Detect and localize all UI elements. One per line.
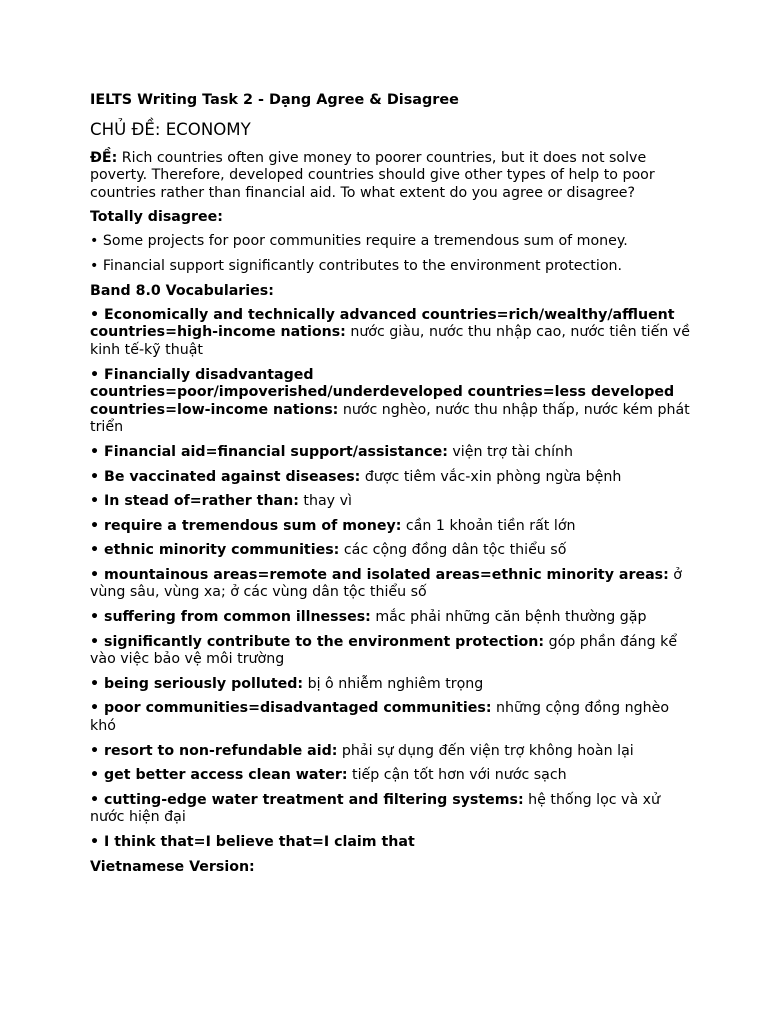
vocab-term: • suffering from common illnesses: [90, 609, 371, 626]
vocab-item [90, 367, 690, 437]
vocab-term: • get better access clean water: [90, 767, 348, 784]
prompt-label: ĐỀ: [90, 149, 118, 166]
vocab-item [90, 444, 690, 462]
vocab-item [90, 469, 690, 487]
topic-heading: CHỦ ĐỀ: ECONOMY [90, 119, 251, 139]
vocab-item [90, 767, 690, 785]
stance-heading: Totally disagree: [90, 209, 223, 226]
vocab-item [90, 542, 690, 560]
vocab-meaning: thay vì [298, 493, 352, 510]
vocab-term: • ethnic minority communities: [90, 542, 340, 559]
document-page [90, 92, 690, 883]
vocab-term: • cutting-edge water treatment and filtering systems: [90, 791, 524, 808]
vocab-meaning: viện trợ tài chính [447, 443, 573, 460]
vocab-term: • significantly contribute to the environment protection: [90, 633, 545, 650]
vocab-meaning: được tiêm vắc-xin phòng ngừa bệnh [360, 468, 622, 485]
vocab-meaning: phải sự dụng đến viện trợ không hoàn lại [337, 742, 634, 759]
vocab-item [90, 307, 690, 360]
vocab-meaning: những cộng đồng nghèo khó [90, 700, 670, 735]
document-title: IELTS Writing Task 2 - Dạng Agree & Disagree [90, 92, 459, 108]
vocab-item [90, 634, 690, 669]
vocab-meaning: góp phần đáng kể vào việc bảo vệ môi trường [90, 633, 678, 668]
vocab-list [90, 307, 690, 852]
vocab-meaning: bị ô nhiễm nghiêm trọng [303, 675, 484, 692]
vocab-item [90, 700, 690, 735]
vocab-term: • poor communities=disadvantaged communities: [90, 700, 492, 717]
vocab-term: • mountainous areas=remote and isolated areas=ethnic minority areas: [90, 566, 669, 583]
vocab-item [90, 609, 690, 627]
vocab-meaning: mắc phải những căn bệnh thường gặp [370, 609, 647, 626]
vocab-term: • In stead of=rather than: [90, 493, 299, 510]
vocab-item [90, 567, 690, 602]
vocab-item [90, 792, 690, 827]
vocab-term: • being seriously polluted: [90, 675, 304, 692]
vocab-heading: Band 8.0 Vocabularies: [90, 282, 274, 299]
stance-point: • Some projects for poor communities require a tremendous sum of money. [90, 233, 628, 250]
vocab-meaning: nước nghèo, nước thu nhập thấp, nước kém phát triển [90, 401, 690, 436]
vocab-meaning: tiếp cận tốt hơn với nước sạch [347, 767, 567, 784]
vocab-meaning: các cộng đồng dân tộc thiểu số [339, 542, 567, 559]
vocab-term: • Economically and technically advanced countries=rich/wealthy/affluent countries=high-income nations: [90, 306, 675, 341]
vocab-term: • require a tremendous sum of money: [90, 517, 402, 534]
vocab-term: • Financially disadvantaged countries=poor/impoverished/underdeveloped countries=less developed countries=low-income nations: [90, 366, 675, 418]
vocab-item [90, 493, 690, 511]
vocab-meaning: nước giàu, nước thu nhập cao, nước tiên tiến về kinh tế-kỹ thuật [90, 324, 690, 358]
vocab-term: • Financial aid=financial support/assistance: [90, 443, 448, 460]
prompt-text: Rich countries often give money to poorer countries, but it does not solve poverty. Therefore, developed countries should give other types of help to poor countries rather than financial aid. To what extent do you agree or disagree? [90, 149, 655, 201]
vocab-item [90, 743, 690, 761]
vocab-item [90, 518, 690, 536]
vocab-meaning: hệ thống lọc và xử nước hiện đại [90, 791, 661, 826]
vocab-term: • resort to non-refundable aid: [90, 742, 338, 759]
vocab-item [90, 676, 690, 694]
prompt-paragraph [90, 150, 690, 203]
vocab-term: • I think that=I believe that=I claim that [90, 834, 415, 850]
vietnamese-version-heading: Vietnamese Version: [90, 858, 255, 875]
vocab-term: • Be vaccinated against diseases: [90, 468, 361, 485]
vocab-item [90, 834, 690, 852]
vocab-meaning: cần 1 khoản tiền rất lớn [401, 517, 576, 534]
stance-point: • Financial support significantly contributes to the environment protection. [90, 258, 622, 275]
vocab-meaning: ở vùng sâu, vùng xa; ở các vùng dân tộc thiểu số [90, 566, 682, 601]
